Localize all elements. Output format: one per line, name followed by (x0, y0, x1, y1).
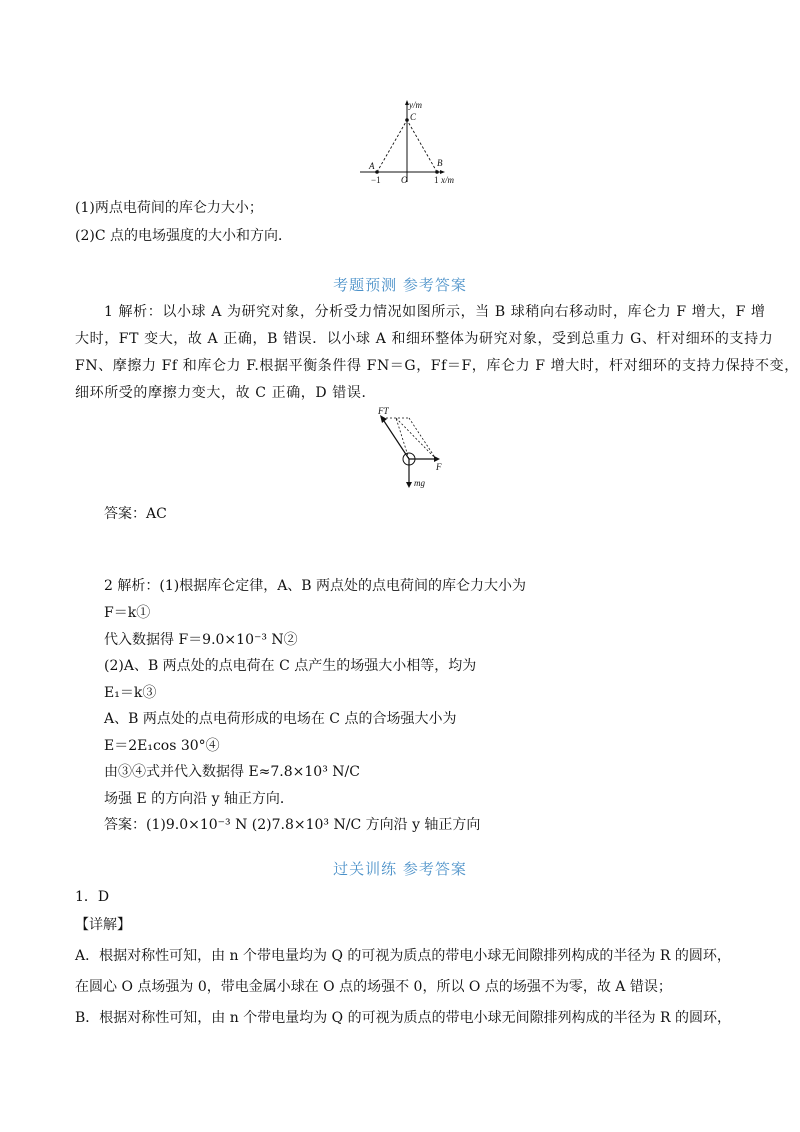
ans1-line-3: FN、摩擦力 Ff 和库仑力 F.根据平衡条件得 FN＝G，Ff＝F，库仑力 F 增大时，杆对细环的支持力保持不变， (75, 358, 799, 374)
ans2-line-6: A、B 两点处的点电荷形成的电场在 C 点的合场强大小为 (104, 711, 457, 727)
point-a-dot (375, 170, 379, 174)
point-c-label: C (410, 112, 417, 122)
point-c-dot (405, 118, 409, 122)
question-line-2: (2)C 点的电场强度的大小和方向． (75, 228, 292, 244)
section3-line-1: 1．D (75, 889, 110, 905)
ans1-answer: 答案：AC (104, 506, 167, 522)
section3-line-2: 【详解】 (75, 917, 131, 933)
coordinate-figure (355, 98, 455, 188)
section-heading-prediction: 考题预测 参考答案 (333, 276, 467, 294)
ans2-line-7: E＝2E₁cos 30°④ (104, 738, 220, 754)
section-heading-training: 过关训练 参考答案 (333, 860, 467, 878)
ans1-line-4: 细环所受的摩擦力变大，故 C 正确，D 错误． (75, 385, 377, 401)
ans2-line-8: 由③④式并代入数据得 E≈7.8×10³ N/C (104, 764, 360, 780)
ans1-line-2: 大时，FT 变大，故 A 正确，B 错误．以小球 A 和细环整体为研究对象，受到总重力 G、杆对细环的支持力 (75, 331, 774, 347)
ans2-line-2: F＝k① (104, 605, 151, 621)
section3-line-5: B．根据对称性可知，由 n 个带电量均为 Q 的可视为质点的带电小球无间隙排列构成的半径为 R 的圆环， (75, 1010, 732, 1026)
ans2-line-3: 代入数据得 F＝9.0×10⁻³ N② (104, 632, 298, 648)
question-line-1: (1)两点电荷间的库仑力大小； (75, 200, 263, 216)
ans2-answer: 答案：(1)9.0×10⁻³ N (2)7.8×10³ N/C 方向沿 y 轴正方向 (104, 817, 481, 833)
origin-label: O (401, 175, 408, 185)
point-b-dot (435, 170, 439, 174)
x-axis-arrow-icon (440, 170, 445, 174)
point-a-label: A (369, 161, 375, 171)
ans1-line-1: 1 解析：以小球 A 为研究对象，分析受力情况如图所示，当 B 球稍向右移动时，库仑力 F 增大，F 增 (104, 304, 766, 320)
mg-arrow-icon (406, 482, 412, 488)
point-b-label: B (437, 158, 443, 168)
tick-neg-label: −1 (371, 175, 381, 185)
f-label: F (436, 462, 442, 472)
y-axis-label: y/m (409, 100, 422, 110)
force-diagram (374, 404, 454, 492)
section3-line-4: 在圆心 O 点场强为 0，带电金属小球在 O 点的场强不 0，所以 O 点的场强不为零，故 A 错误； (75, 979, 672, 995)
ans2-line-1: 2 解析：(1)根据库仑定律，A、B 两点处的点电荷间的库仑力大小为 (104, 578, 527, 594)
ans2-line-5: E₁＝k③ (104, 685, 157, 701)
mg-label: mg (414, 478, 425, 488)
ft-arrow-icon (380, 415, 387, 423)
dashed-parallel-2 (409, 418, 436, 459)
ft-label: FT (378, 406, 389, 416)
line-bc (407, 120, 437, 172)
line-ac (377, 120, 407, 172)
dashed-parallel-3 (396, 418, 436, 459)
section3-line-3: A．根据对称性可知，由 n 个带电量均为 Q 的可视为质点的带电小球无间隙排列构成的半径为 R 的圆环， (75, 948, 731, 964)
ans2-line-9: 场强 E 的方向沿 y 轴正方向． (104, 791, 294, 807)
ans2-line-4: (2)A、B 两点处的点电荷在 C 点产生的场强大小相等，均为 (104, 658, 477, 674)
x-axis-label: x/m (441, 175, 454, 185)
ft-vector (382, 418, 409, 459)
tick-pos-label: 1 (434, 175, 439, 185)
